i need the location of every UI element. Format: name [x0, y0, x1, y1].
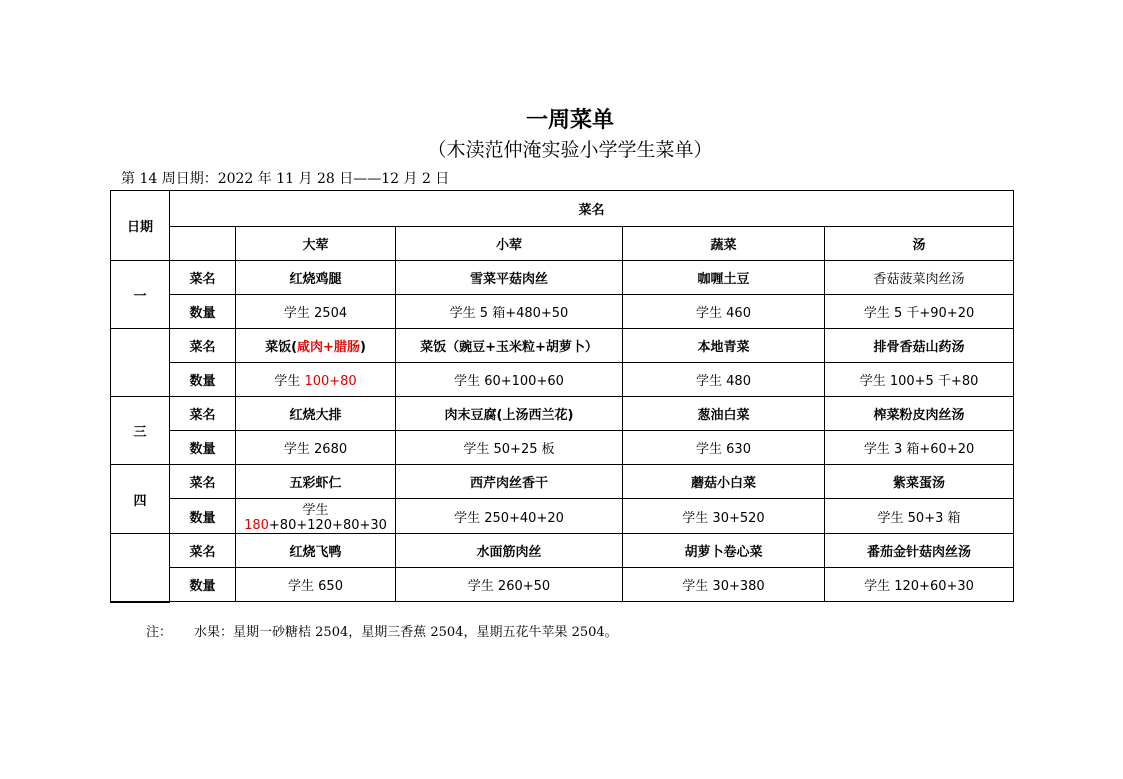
qty-cell: 学生 250+40+20	[396, 499, 623, 534]
dish-cell: 红烧飞鸭	[236, 534, 396, 568]
dish-cell: 榨菜粉皮肉丝汤	[825, 397, 1014, 431]
row-label-qty: 数量	[170, 431, 236, 465]
table-row	[111, 431, 1014, 465]
dish-cell: 菜饭（豌豆+玉米粒+胡萝卜）	[396, 329, 623, 363]
qty-cell: 学生 2504	[236, 295, 396, 329]
dish-cell: 西芹肉丝香干	[396, 465, 623, 499]
qty-cell: 学生 50+25 板	[396, 431, 623, 465]
row-label-qty: 数量	[170, 499, 236, 534]
dish-text-highlight: 咸肉+腊肠	[297, 340, 360, 355]
dish-cell: 香菇菠菜肉丝汤	[825, 261, 1014, 295]
qty-cell: 学生 260+50	[396, 568, 623, 602]
dish-cell: 肉末豆腐(上汤西兰花)	[396, 397, 623, 431]
dish-cell: 红烧大排	[236, 397, 396, 431]
row-label-dish: 菜名	[170, 534, 236, 568]
qty-text: +80+120+80+30	[268, 518, 387, 533]
week-date-line: 第 14 周日期：2022 年 11 月 28 日——12 月 2 日	[121, 171, 450, 187]
day-label	[111, 534, 170, 602]
qty-cell: 学生 5 箱+480+50	[396, 295, 623, 329]
page-subtitle: （木渎范仲淹实验小学学生菜单）	[427, 139, 713, 161]
qty-cell: 学生 460	[623, 295, 825, 329]
table-header-row	[111, 191, 1014, 227]
dish-cell: 番茄金针菇肉丝汤	[825, 534, 1014, 568]
row-label-qty: 数量	[170, 363, 236, 397]
row-label-qty: 数量	[170, 568, 236, 602]
qty-cell: 学生 30+520	[623, 499, 825, 534]
table-row	[111, 363, 1014, 397]
day-label	[111, 329, 170, 397]
day-label: 一	[111, 261, 170, 329]
dish-cell	[236, 329, 396, 363]
dish-cell: 胡萝卜卷心菜	[623, 534, 825, 568]
row-label-dish: 菜名	[170, 261, 236, 295]
qty-cell	[236, 363, 396, 397]
row-label-qty: 数量	[170, 295, 236, 329]
dish-text: 菜饭(	[265, 340, 298, 355]
qty-text-highlight: 180	[244, 518, 269, 533]
row-label-dish: 菜名	[170, 397, 236, 431]
qty-cell: 学生 480	[623, 363, 825, 397]
qty-cell: 学生 630	[623, 431, 825, 465]
qty-cell: 学生 60+100+60	[396, 363, 623, 397]
qty-cell: 学生 2680	[236, 431, 396, 465]
category-main-meat: 大荤	[236, 227, 396, 261]
table-row	[111, 261, 1014, 295]
dish-text: )	[359, 340, 366, 355]
table-row	[111, 534, 1014, 568]
qty-cell: 学生 100+5 千+80	[825, 363, 1014, 397]
weekly-menu-table	[110, 190, 1014, 603]
table-row	[111, 499, 1014, 534]
dish-cell: 咖喱土豆	[623, 261, 825, 295]
qty-text-highlight: 100+80	[304, 374, 357, 389]
table-row	[111, 329, 1014, 363]
qty-cell: 学生 650	[236, 568, 396, 602]
table-row	[111, 568, 1014, 602]
dish-cell: 本地青菜	[623, 329, 825, 363]
category-soup: 汤	[825, 227, 1014, 261]
dish-cell: 水面筋肉丝	[396, 534, 623, 568]
qty-text: 学生	[302, 503, 329, 518]
footnote-label: 注：	[146, 625, 173, 640]
date-header: 日期	[111, 191, 170, 261]
page-title: 一周菜单	[525, 108, 614, 133]
qty-cell: 学生 120+60+30	[825, 568, 1014, 602]
dish-cell: 五彩虾仁	[236, 465, 396, 499]
qty-text: 学生	[274, 374, 305, 389]
row-label-dish: 菜名	[170, 465, 236, 499]
dish-cell: 红烧鸡腿	[236, 261, 396, 295]
menu-header: 菜名	[170, 191, 1014, 227]
table-row	[111, 465, 1014, 499]
qty-cell: 学生 3 箱+60+20	[825, 431, 1014, 465]
dish-cell: 蘑菇小白菜	[623, 465, 825, 499]
table-row	[111, 397, 1014, 431]
footnote-text: 水果：星期一砂糖桔 2504，星期三香蕉 2504，星期五花牛苹果 2504。	[194, 625, 618, 640]
qty-cell: 学生 5 千+90+20	[825, 295, 1014, 329]
dish-cell: 葱油白菜	[623, 397, 825, 431]
qty-cell	[236, 499, 396, 534]
qty-cell: 学生 50+3 箱	[825, 499, 1014, 534]
category-header-row	[111, 227, 1014, 261]
qty-cell: 学生 30+380	[623, 568, 825, 602]
row-label-dish: 菜名	[170, 329, 236, 363]
category-vegetable: 蔬菜	[623, 227, 825, 261]
dish-cell: 紫菜蛋汤	[825, 465, 1014, 499]
footnote	[146, 621, 618, 640]
table-row	[111, 295, 1014, 329]
category-minor-meat: 小荤	[396, 227, 623, 261]
day-label: 三	[111, 397, 170, 465]
day-label: 四	[111, 465, 170, 534]
category-blank	[170, 227, 236, 261]
dish-cell: 排骨香菇山药汤	[825, 329, 1014, 363]
dish-cell: 雪菜平菇肉丝	[396, 261, 623, 295]
